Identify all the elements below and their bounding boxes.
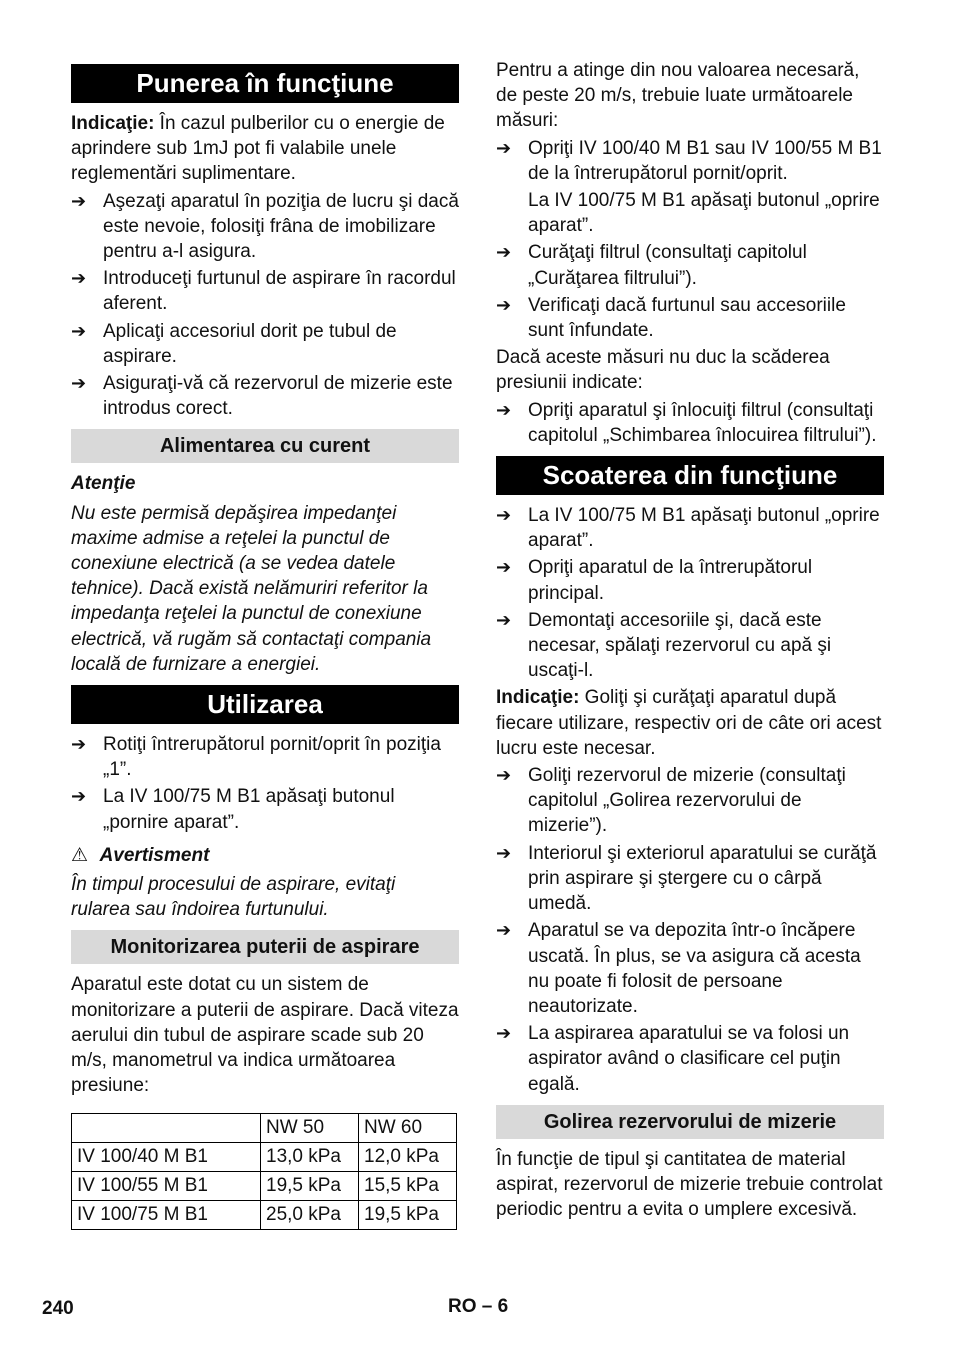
arrow-icon: ➔ (496, 294, 512, 315)
arrow-icon: ➔ (71, 373, 87, 394)
language-page-label: RO – 6 (448, 1296, 509, 1317)
table-cell: NW 50 (261, 1113, 359, 1142)
list-item: ➔ La aspirarea aparatului se va folosi un aspirator având o clasificare cel puţin egală. (496, 1021, 884, 1097)
table-cell: NW 60 (359, 1113, 457, 1142)
warning-triangle-icon: ⚠ (71, 844, 89, 866)
page-number: 240 (42, 1298, 74, 1319)
condition-paragraph: Dacă aceste măsuri nu duc la scăderea presiunii indicate: (496, 347, 830, 394)
final-paragraph: În funcţie de tipul şi cantitatea de material aspirat, rezervorul de mizerie trebuie controlat periodic pentru a evita o umplere excesivă. (496, 1148, 883, 1221)
attention-text: Nu este permisă depăşirea impedanţei maxime admise a reţelei la punctul de conexiune electrică (a se vedea datele tehnice). Dacă există nelămuriri referitor la impedanţa reţelei la punctul de conexiune electrică, vă rugăm să contactaţi compania locală de furnizare a energiei. (71, 502, 432, 675)
attention-title: Atenţie (71, 473, 136, 495)
arrow-icon: ➔ (496, 399, 512, 420)
arrow-icon: ➔ (496, 765, 512, 786)
arrow-icon: ➔ (71, 786, 87, 807)
arrow-icon: ➔ (496, 920, 512, 941)
table-cell: 19,5 kPa (359, 1200, 457, 1229)
list-item: ➔ Aşezaţi aparatul în poziţia de lucru şi dacă este nevoie, folosiţi frâna de imobilizare pentru a-l asigura. (71, 189, 459, 265)
arrow-icon: ➔ (496, 137, 512, 158)
note-text: În cazul pulberilor cu o energie de aprindere sub 1mJ pot fi valabile unele reglementări suplimentare. (71, 113, 445, 185)
subsection-heading-power-supply: Alimentarea cu curent (71, 429, 459, 463)
table-cell: 12,0 kPa (359, 1142, 457, 1171)
arrow-icon: ➔ (71, 734, 87, 755)
table-row (72, 1200, 457, 1229)
list-item: ➔ Demontaţi accesoriile şi, dacă este necesar, spălaţi rezervorul cu apă şi uscaţi-l. (496, 608, 884, 684)
arrow-icon: ➔ (496, 609, 512, 630)
section-heading-commissioning: Punerea în funcţiune (71, 64, 459, 103)
arrow-icon: ➔ (496, 557, 512, 578)
table-row (72, 1171, 457, 1200)
list-item: ➔ La IV 100/75 M B1 apăsaţi butonul „oprire aparat”. (496, 503, 884, 553)
warning-title: Avertisment (99, 844, 210, 866)
table-cell: IV 100/75 M B1 (72, 1200, 261, 1229)
list-item: ➔ Rotiţi întrerupătorul pornit/oprit în poziţia „1”. (71, 732, 459, 782)
table-cell: IV 100/40 M B1 (72, 1142, 261, 1171)
table-cell: 25,0 kPa (261, 1200, 359, 1229)
list-item: ➔ Goliţi rezervorul de mizerie (consultaţi capitolul „Golirea rezervorului de mizerie”). (496, 763, 884, 839)
subsection-heading-suction-monitoring: Monitorizarea puterii de aspirare (71, 930, 459, 964)
right-column (496, 58, 884, 1224)
list-item-subtext: La IV 100/75 M B1 apăsaţi butonul „oprire aparat”. (528, 190, 880, 237)
table-cell: 13,0 kPa (261, 1142, 359, 1171)
note-paragraph (71, 111, 459, 187)
table-cell: 19,5 kPa (261, 1171, 359, 1200)
list-item: ➔ La IV 100/75 M B1 apăsaţi butonul „pornire aparat”. (71, 784, 459, 834)
section-heading-usage: Utilizarea (71, 685, 459, 724)
list-item: ➔ Asiguraţi-vă că rezervorul de mizerie este introdus corect. (71, 371, 459, 421)
pressure-table (71, 1113, 457, 1230)
list-item: ➔ Curăţaţi filtrul (consultaţi capitolul „Curăţarea filtrului”). (496, 240, 884, 290)
list-item: ➔ Introduceţi furtunul de aspirare în racordul aferent. (71, 266, 459, 316)
note-paragraph (496, 685, 884, 761)
list-item: ➔ Opriţi aparatul şi înlocuiţi filtrul (consultaţi capitolul „Schimbarea înlocuirea filtrului”). (496, 398, 884, 448)
table-header-row (72, 1113, 457, 1142)
list-item: ➔ Opriţi IV 100/40 M B1 sau IV 100/55 M B1 de la întrerupătorul pornit/oprit. (496, 136, 884, 186)
list-item: ➔ Aplicaţi accesoriul dorit pe tubul de aspirare. (71, 319, 459, 369)
list-item: ➔ Opriţi aparatul de la întrerupătorul principal. (496, 555, 884, 605)
warning-text: În timpul procesului de aspirare, evitaţi rularea sau îndoirea furtunului. (71, 874, 396, 921)
list-item: ➔ Interiorul şi exteriorul aparatului se curăţă prin aspirare şi ştergere cu o cârpă umedă. (496, 841, 884, 917)
arrow-icon: ➔ (71, 268, 87, 289)
intro-paragraph: Pentru a atinge din nou valoarea necesară, de peste 20 m/s, trebuie luate următoarele măsuri: (496, 60, 860, 132)
note-label: Indicaţie: (71, 113, 155, 134)
arrow-icon: ➔ (71, 190, 87, 211)
table-cell: IV 100/55 M B1 (72, 1171, 261, 1200)
section-heading-decommissioning: Scoaterea din funcţiune (496, 456, 884, 495)
note-text: Goliţi şi curăţaţi aparatul după fiecare utilizare, respectiv ori de câte ori acest lucru este necesar. (496, 687, 882, 759)
table-row (72, 1142, 457, 1171)
arrow-icon: ➔ (496, 242, 512, 263)
monitor-paragraph: Aparatul este dotat cu un sistem de monitorizare a puterii de aspirare. Dacă viteza aerului din tubul de aspirare scade sub 20 m/s, manometrul va indica următoarea presiune: (71, 974, 459, 1097)
arrow-icon: ➔ (496, 842, 512, 863)
list-item: ➔ Aparatul se va depozita într-o încăpere uscată. În plus, se va asigura că acesta nu poate fi folosit de persoane neautorizate. (496, 918, 884, 1019)
arrow-icon: ➔ (496, 505, 512, 526)
note-label: Indicaţie: (496, 687, 580, 709)
list-item: ➔ Verificaţi dacă furtunul sau accesoriile sunt înfundate. (496, 293, 884, 343)
table-cell: 15,5 kPa (359, 1171, 457, 1200)
table-cell (72, 1113, 261, 1142)
arrow-icon: ➔ (496, 1023, 512, 1044)
warning-title-line (71, 843, 459, 868)
arrow-icon: ➔ (71, 320, 87, 341)
subsection-heading-emptying-tank: Golirea rezervorului de mizerie (496, 1105, 884, 1139)
left-column (71, 58, 459, 1230)
